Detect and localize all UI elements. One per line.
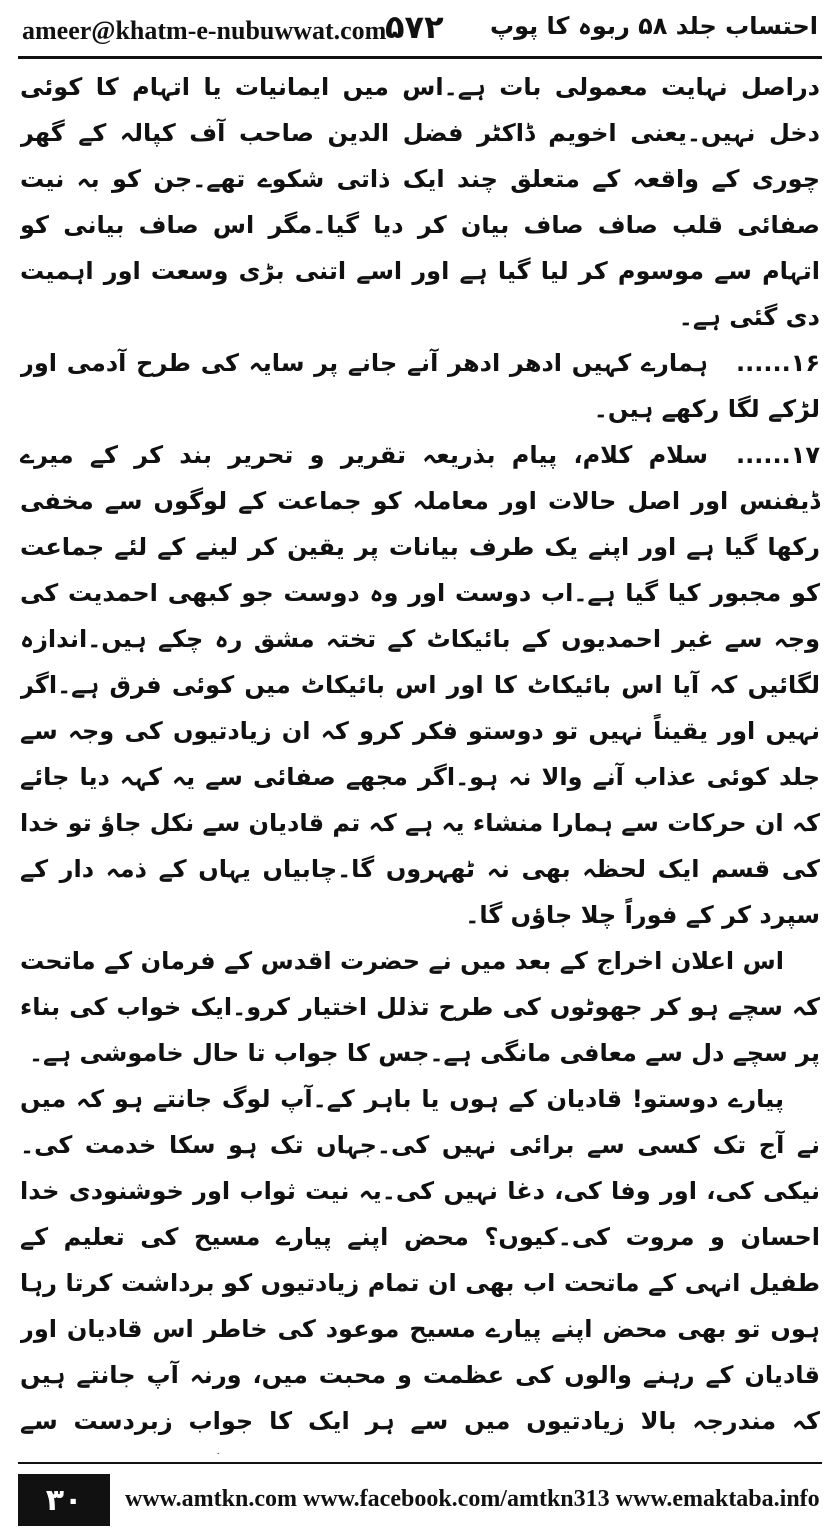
paragraph-item-16 bbox=[20, 340, 820, 432]
paragraph-text: اس اعلان اخراج کے بعد میں نے حضرت اقدس کے فرمان کے ماتحت کہ سچے ہو کر جھوٹوں کی طرح تذلل اختیار کرو۔ایک خواب کی بناء پر سچے دل سے معافی مانگی ہے۔جس کا جواب تا حال خاموشی ہے۔ bbox=[20, 947, 820, 1067]
footer-page-number: ۳۰ bbox=[18, 1474, 110, 1526]
paragraph-1 bbox=[20, 64, 820, 340]
paragraph-text: ہمارے کہیں ادھر ادھر آنے جانے پر سایہ کی طرح آدمی اور لڑکے لگا رکھے ہیں۔ bbox=[20, 349, 820, 423]
paragraph-5 bbox=[20, 1076, 820, 1454]
paragraph-4 bbox=[20, 938, 820, 1076]
item-number: ۱۶...... bbox=[736, 349, 820, 377]
item-number: ۱۷...... bbox=[736, 441, 820, 469]
footer-links[interactable]: www.amtkn.com www.facebook.com/amtkn313 www.emaktaba.info bbox=[125, 1486, 820, 1512]
paragraph-text: سلام کلام، پیام بذریعہ تقریر و تحریر بند کر کے میرے ڈیفنس اور اصل حالات اور معاملہ کو جماعت کے لوگوں سے مخفی رکھا گیا ہے اور اپنے یک طرف بیانات پر یقین کر لینے کے لئے جماعت کو مجبور کیا گیا ہے۔اب دوست اور وہ دوست جو کبھی احمدیت کی وجہ سے غیر احمدیوں کے بائیکاٹ کے تختہ مشق رہ چکے ہیں۔اندازہ لگائیں کہ آیا اس بائیکاٹ کا اور اس بائیکاٹ میں کوئی فرق ہے۔اگر نہیں اور یقیناً نہیں تو دوستو فکر کرو کہ ان زیادتیوں کی وجہ سے جلد کوئی عذاب آنے والا نہ ہو۔اگر مجھے صفائی سے یہ کہہ دیا جائے کہ ان حرکات سے ہمارا منشاء یہ ہے کہ تم قادیان سے نکل جاؤ تو خدا کی قسم ایک لحظہ بھی نہ ٹھہروں گا۔چابیاں یہاں کے ذمہ دار کے سپرد کر کے فوراً چلا جاؤں گا۔ bbox=[20, 441, 820, 929]
paragraph-text: دراصل نہایت معمولی بات ہے۔اس میں ایمانیات یا اتہام کا کوئی دخل نہیں۔یعنی اخویم ڈاکٹر فضل الدین صاحب آف کپالہ کے گھر چوری کے واقعہ کے متعلق چند ایک ذاتی شکوے تھے۔جن کو بہ نیت صفائی قلب صاف صاف بیان کر دیا گیا۔مگر اس صاف بیانی کو اتہام سے موسوم کر لیا گیا ہے اور اسے اتنی بڑی وسعت اور اہمیت دی گئی ہے۔ bbox=[20, 73, 820, 331]
body-text bbox=[20, 64, 820, 1454]
paragraph-text: پیارے دوستو! قادیان کے ہوں یا باہر کے۔آپ لوگ جانتے ہو کہ میں نے آج تک کسی سے برائی نہیں کی۔جہاں تک ہو سکا خدمت کی۔نیکی کی، اور وفا کی، دغا نہیں کی۔یہ نیت ثواب اور خوشنودی خدا احسان و مروت کی۔کیوں؟ محض اپنے پیارے مسیح کی تعلیم کے طفیل انہی کے ماتحت اب بھی ان تمام زیادتیوں کو برداشت کرتا رہا ہوں تو بھی محض اپنے پیارے مسیح موعود کی خاطر اس قادیان اور قادیان کے رہنے والوں کی عظمت و محبت میں، ورنہ آپ جانتے ہیں کہ مندرجہ بالا زیادتیوں میں سے ہر ایک کا جواب زبردست سے bbox=[20, 1085, 820, 1435]
paragraph-item-17 bbox=[20, 432, 820, 938]
header-email: ameer@khatm-e-nubuwwat.com bbox=[22, 16, 387, 45]
footer-divider bbox=[18, 1462, 822, 1464]
header-page-number: ۵۷۲ bbox=[385, 8, 444, 46]
header-divider bbox=[18, 56, 822, 59]
header-title: احتساب جلد ۵۸ ربوہ کا پوپ bbox=[490, 12, 818, 40]
page-header bbox=[0, 0, 840, 62]
